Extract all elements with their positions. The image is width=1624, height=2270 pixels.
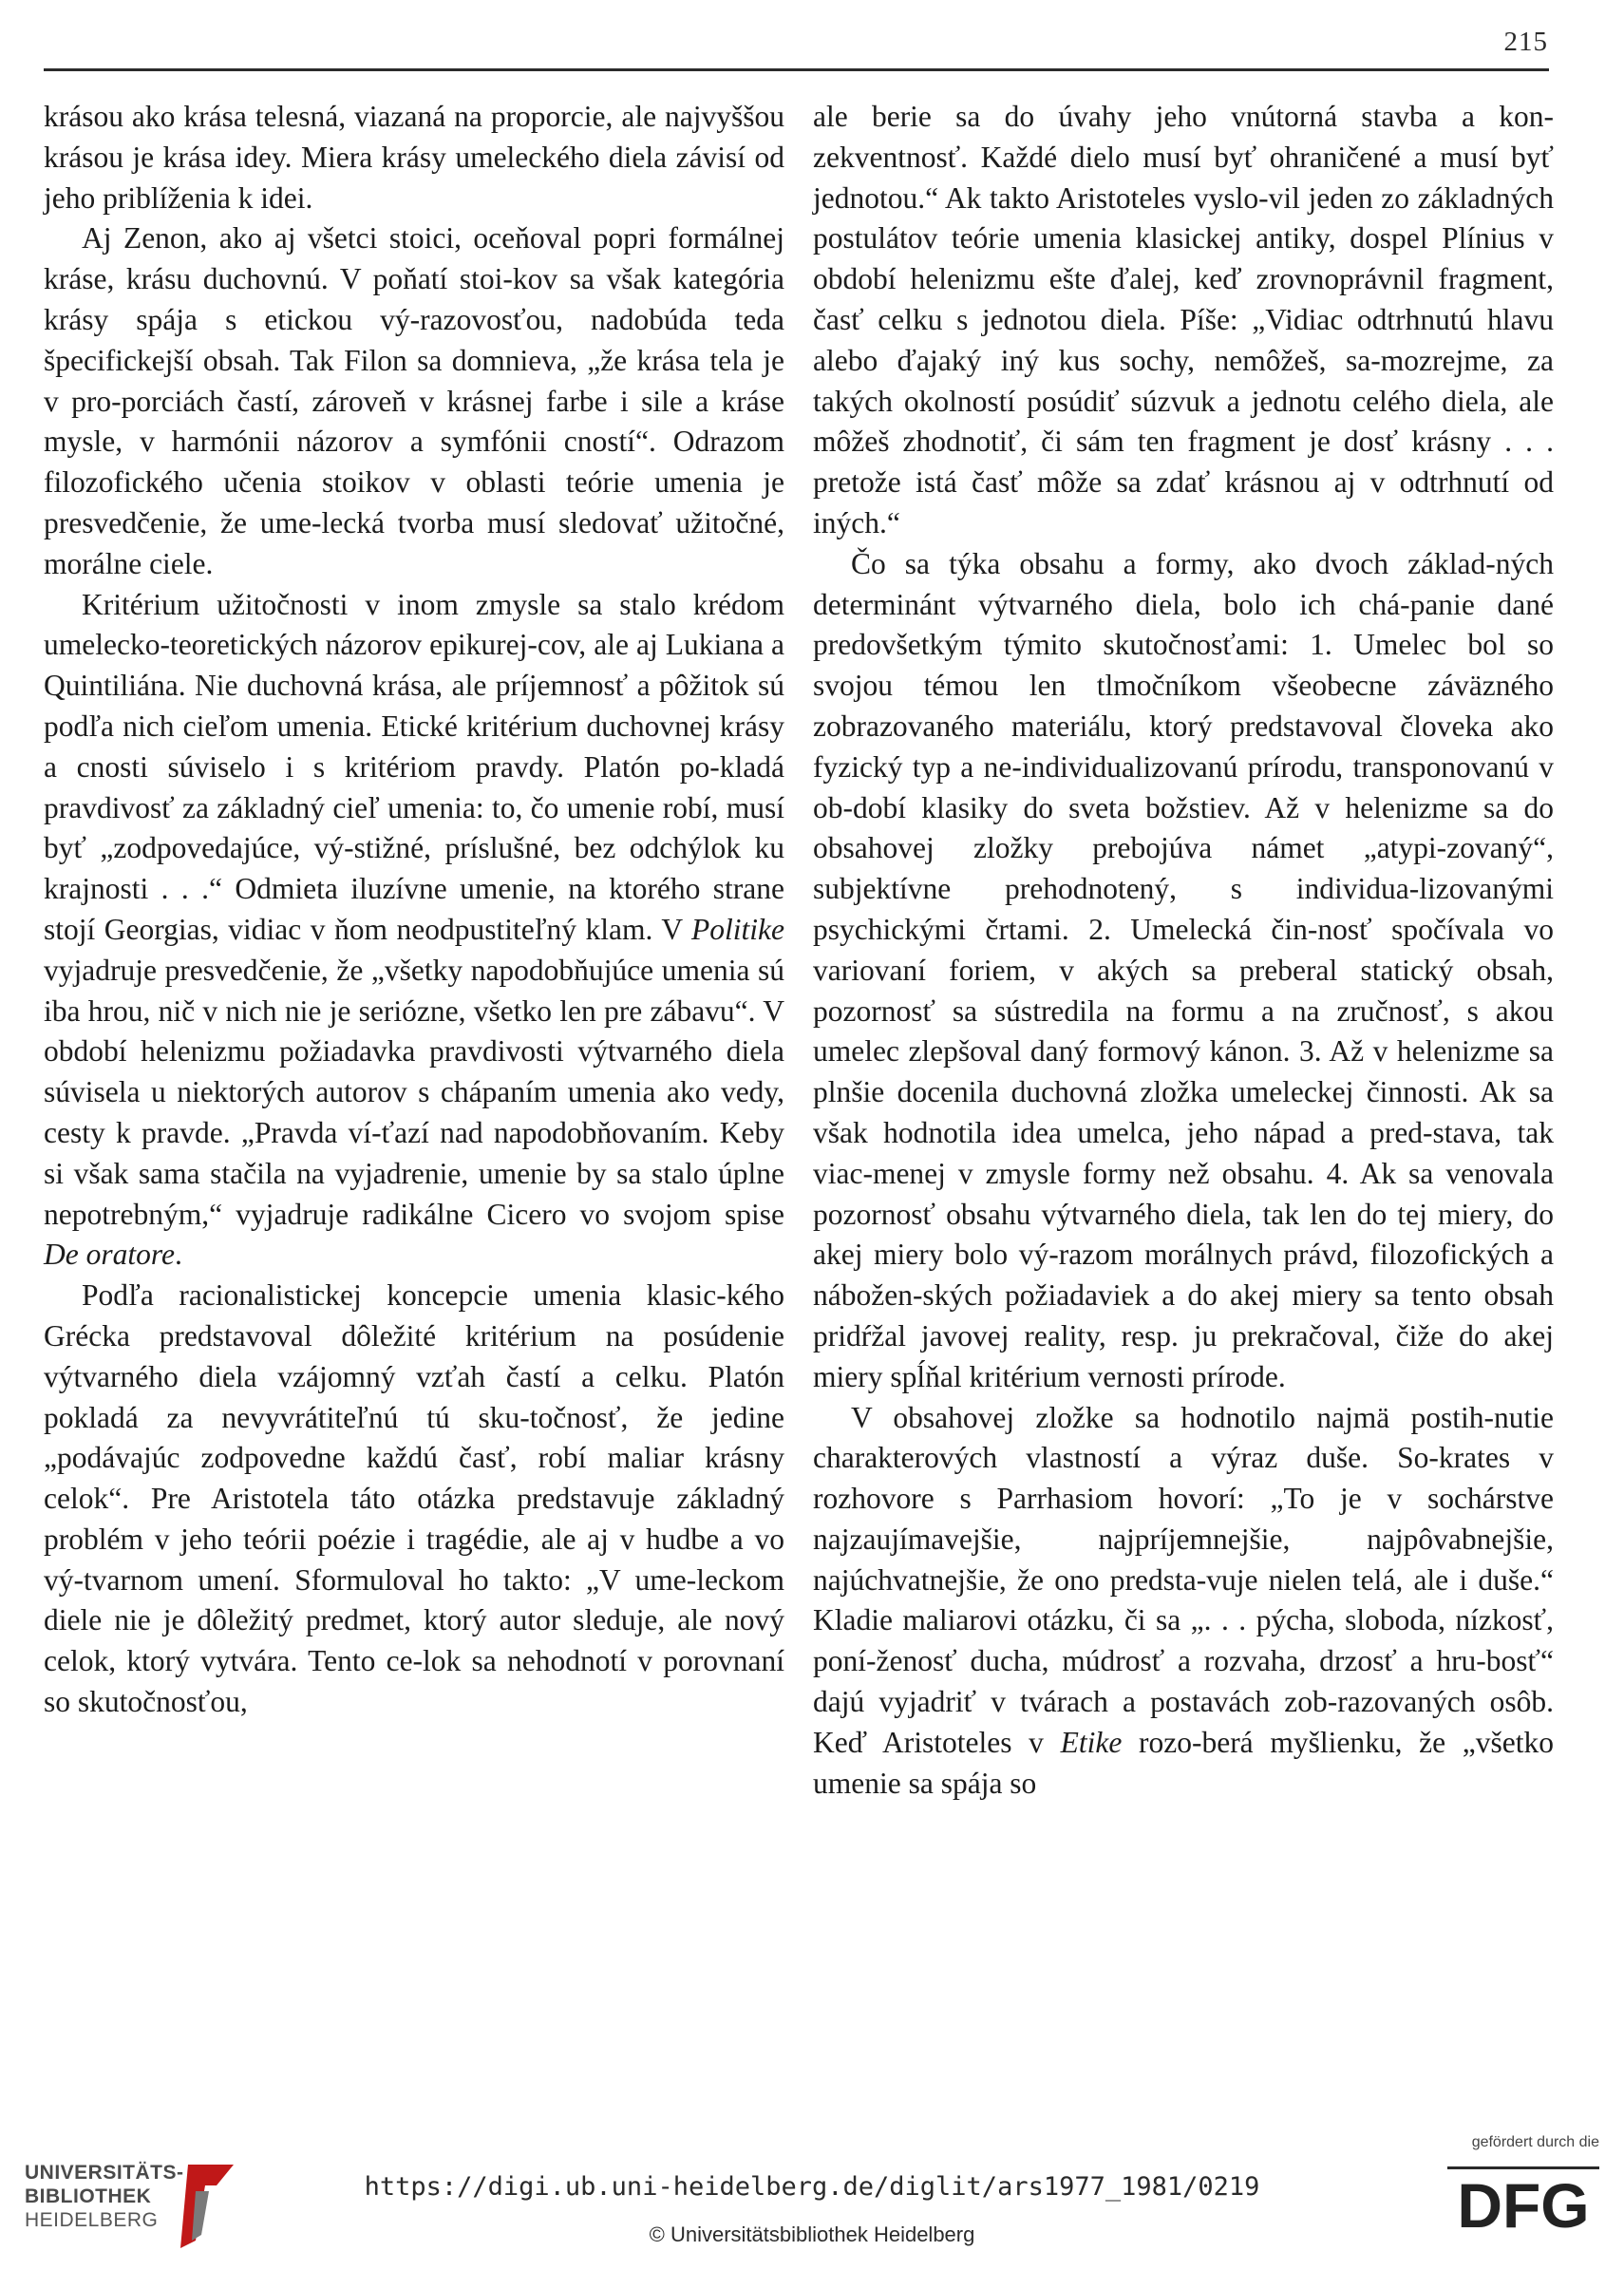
footer-bar bbox=[0, 2132, 1624, 2270]
text-column-left bbox=[44, 97, 784, 1723]
text-column-right bbox=[813, 97, 1554, 1804]
paragraph bbox=[813, 1398, 1554, 1805]
paragraph-text: rozo-berá myšlienku, že „všetko umenie sa spája so bbox=[813, 1725, 1554, 1800]
paragraph-text: Kritérium užitočnosti v inom zmysle sa stalo krédom umelecko-teoretických názorov epikurej-cov, ale aj Lukiana a Quintiliána. Nie duchovná krása, ale príjemnosť a pôžitok sú podľa nich cieľom umenia. Etické kritérium duchovnej krásy a cnosti súviselo i s kritériom pravdy. Platón po-kladá pravdivosť za základný cieľ umenia: to, čo umenie robí, musí byť „zodpovedajúce, vý-stižné, príslušné, bez odchýlok ku krajnosti . . .“ Odmieta iluzívne umenie, na ktorého strane stojí Georgias, vidiac v ňom neodpustiteľný klam. V bbox=[44, 587, 784, 946]
paragraph-text: Aj Zenon, ako aj všetci stoici, oceňoval popri formálnej kráse, krásu duchovnú. V poňatí stoi-kov sa však kategória krásy spája s etickou vý-razovosťou, nadobúda teda špecifickejší obsah. Tak Filon sa domnieva, „že krása tela je v pro-porciách častí, zároveň v krásnej farbe i sile a kráse mysle, v harmónii názorov a symfónii cností“. Odrazom filozofického učenia stoikov v oblasti teórie umenia je presvedčenie, že ume-lecká tvorba musí sledovať užitočné, morálne ciele. bbox=[44, 221, 784, 580]
copyright-notice: © Universitätsbibliothek Heidelberg bbox=[649, 2223, 975, 2246]
dfg-logo-icon bbox=[1447, 2161, 1599, 2237]
paragraph-text: V obsahovej zložke sa hodnotilo najmä postih-nutie charakterových vlastností a výraz duše. So-krates v rozhovore s Parrhasiom hovorí: „To je v sochárstve najzaujímavejšie, najpríjemnejšie, najpôvabnejšie, najúchvatnejšie, že ono predsta-vuje nielen telá, ale i duše.“ Kladie maliarovi otázku, či sa „. . . pýcha, sloboda, nízkosť, poní-ženosť ducha, múdrosť a rozvaha, drzosť a hru-bosť“ dajú vyjadriť v tvárach a postavách zob-razovaných osôb. Keď Aristoteles v bbox=[813, 1400, 1554, 1759]
paragraph bbox=[44, 585, 784, 1277]
library-name-line: UNIVERSITÄTS- bbox=[25, 2162, 184, 2184]
paragraph bbox=[44, 97, 784, 218]
italic-title: Etike bbox=[1060, 1725, 1123, 1759]
paragraph-text: ale berie sa do úvahy jeho vnútorná stavba a kon-zekventnosť. Každé dielo musí byť ohraničené a musí byť jednotou.“ Ak takto Aristoteles vyslo-vil jeden zo základných postulátov teórie umenia klasickej antiky, dospel Plínius v období helenizmu ešte ďalej, keď zrovnoprávnil fragment, časť celku s jednotou diela. Píše: „Vidiac odtrhnutú hlavu alebo ďajaký iný kus sochy, nemôžeš, sa-mozrejme, za takých okolností posúdiť súzvuk a jednotu celého diela, ale môžeš zhodnotiť, či sám ten fragment je dosť krásny . . . pretože istá časť môže sa zdať krásnou aj v odtrhnutí od iných.“ bbox=[813, 100, 1554, 539]
paragraph-text: krásou ako krása telesná, viazaná na proporcie, ale najvyššou krásou je krása idey. Miera krásy umeleckého diela závisí od jeho priblíženia k idei. bbox=[44, 100, 784, 215]
library-name-line: HEIDELBERG bbox=[25, 2209, 159, 2231]
funding-note: gefördert durch die bbox=[1471, 2134, 1599, 2150]
paragraph bbox=[813, 97, 1554, 544]
funder-block[interactable] bbox=[1428, 2132, 1599, 2265]
document-url-link[interactable]: https://digi.ub.uni-heidelberg.de/diglit/ars1977_1981/0219 bbox=[364, 2172, 1260, 2202]
paragraph bbox=[44, 1276, 784, 1723]
paragraph bbox=[813, 544, 1554, 1398]
paragraph-text: . bbox=[174, 1238, 182, 1272]
page-number: 215 bbox=[1503, 27, 1548, 57]
svg-text:DFG: DFG bbox=[1457, 2170, 1590, 2237]
header-rule bbox=[44, 68, 1549, 71]
paragraph-text: vyjadruje presvedčenie, že „všetky napodobňujúce umenia sú iba hrou, nič v nich nie je seriózne, všetko len pre zábavu“. V období helenizmu požiadavka pravdivosti výtvarného diela súvisela u niektorých autorov s chápaním umenia ako vedy, cesty k pravde. „Pravda ví-ťazí nad napodobňovaním. Keby si však sama stačila na vyjadrenie, umenie by sa stalo úplne nepotrebným,“ vyjadruje radikálne Cicero vo svojom spise bbox=[44, 953, 784, 1231]
paragraph bbox=[44, 218, 784, 584]
italic-title: Politike bbox=[691, 912, 784, 946]
paragraph-text: Čo sa týka obsahu a formy, ako dvoch základ-ných determinánt výtvarného diela, bolo ich chá-panie dané predovšetkým týmito skutočnosťami: 1. Umelec bol so svojou témou len tlmočníkom všeobecne záväzného zobrazovaného materiálu, ktorý predstavoval človeka ako fyzický typ a ne-individualizovanú prírodu, transponovanú v ob-dobí klasiky do sveta božstiev. Až v helenizme sa do obsahovej zložky prebojúva námet „atypi-zovaný“, subjektívne prehodnotený, s individua-lizovanými psychickými črtami. 2. Umelecká čin-nosť spočívala vo variovaní foriem, v akých sa preberal statický obsah, pozornosť sa sústredila na formu a na zručnosť, s akou umelec zlepšoval daný formový kánon. 3. Až v helenizme sa plnšie docenila duchovná zložka umeleckej činnosti. Ak sa však hodnotila idea umelca, jeho nápad a pred-stava, tak viac-menej v zmysle formy než obsahu. 4. Ak sa venovala pozornosť obsahu výtvarného diela, tak len do tej miery, do akej miery bolo vý-razom morálnych právd, filozofických a nábožen-ských požiadaviek a do akej miery sa tento obsah pridŕžal javovej reality, resp. ju prekračoval, čiže do akej miery spĺňal kritérium vernosti prírode. bbox=[813, 546, 1554, 1393]
italic-title: De oratore bbox=[44, 1238, 175, 1272]
library-name-line: BIBLIOTHEK bbox=[25, 2185, 152, 2207]
paragraph-text: Podľa racionalistickej koncepcie umenia klasic-kého Grécka predstavoval dôležité kritérium na posúdenie výtvarného diela vzájomný vzťah častí a celku. Platón pokladá za nevyvrátiteľnú tú sku-točnosť, že jedine „podávajúc zodpovedne každú časť, robí maliar krásny celok“. Pre Aristotela táto otázka predstavuje základný problém v jeho teórii poézie i tragédie, ale aj v hudbe a vo vý-tvarnom umení. Sformuloval ho takto: „V ume-leckom diele nie je dôležitý predmet, ktorý autor sleduje, ale nový celok, ktorý vytvára. Tento ce-lok sa nehodnotí v porovnaní so skutočnosťou, bbox=[44, 1278, 784, 1719]
